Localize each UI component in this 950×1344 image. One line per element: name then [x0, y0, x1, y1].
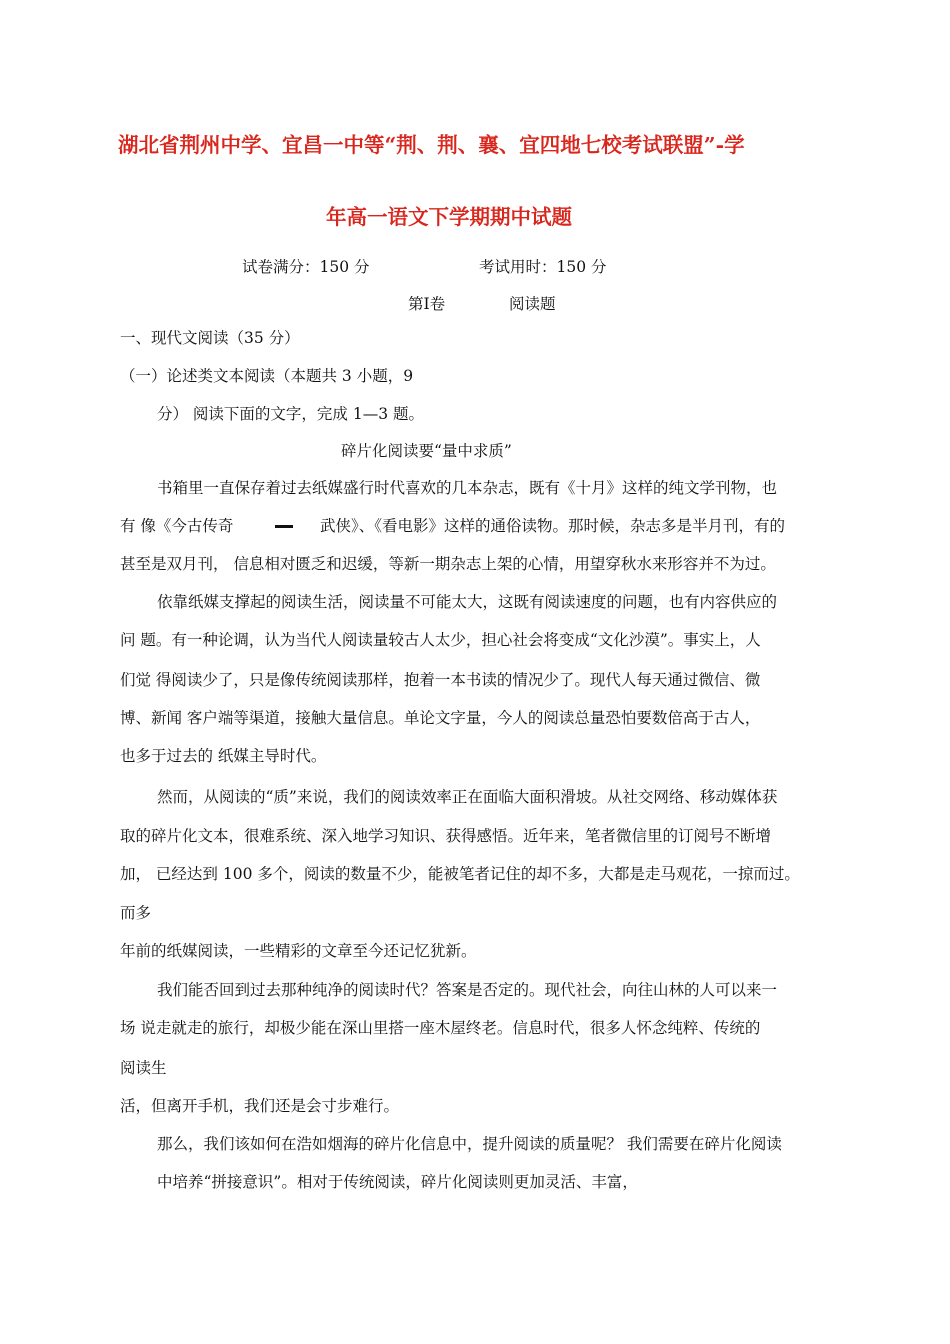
volume-label: 阅读题 [509, 295, 556, 313]
sub-heading-b: 分） 阅读下面的文字，完成 1—3 题。 [157, 405, 425, 423]
sub-heading-a: （一）论述类文本阅读（本题共 3 小题，9 [120, 367, 414, 385]
exam-duration: 考试用时：150 分 [479, 258, 607, 276]
p3-line-4: 而多 [120, 904, 152, 922]
p1-line-3: 甚至是双月刊， 信息相对匮乏和迟缓，等新一期杂志上架的心情，用望穿秋水来形容并不为过。 [120, 555, 776, 573]
p2-line-1: 依靠纸媒支撑起的阅读生活，阅读量不可能太大，这既有阅读速度的问题，也有内容供应的 [157, 593, 778, 611]
p3-line-1: 然而，从阅读的“质”来说，我们的阅读效率正在面临大面积滑坡。从社交网络、移动媒体获 [157, 788, 778, 806]
p4-line-3: 阅读生 [120, 1059, 167, 1077]
p2-line-5: 也多于过去的 纸媒主导时代。 [120, 747, 327, 765]
full-score: 试卷满分：150 分 [242, 258, 370, 276]
article-title: 碎片化阅读要“量中求质” [341, 442, 512, 460]
document-title-line-1: 湖北省荆州中学、宜昌一中等“荆、荆、襄、宜四地七校考试联盟”-学 [118, 133, 745, 157]
p2-line-4: 博、新闻 客户端等渠道，接触大量信息。单论文字量，今人的阅读总量恐怕要数倍高于古人， [120, 709, 761, 727]
p3-line-2: 取的碎片化文本，很难系统、深入地学习知识、获得感悟。近年来，笔者微信里的订阅号不断增 [120, 827, 772, 845]
p2-line-2: 问 题。有一种论调，认为当代人阅读量较古人太少，担心社会将变成“文化沙漠”。事实上，人 [120, 631, 761, 649]
p5-line-2: 中培养“拼接意识”。相对于传统阅读，碎片化阅读则更加灵活、丰富， [157, 1173, 638, 1191]
p1-line-2a: 有 像《今古传奇 [120, 517, 234, 535]
p1-line-1: 书箱里一直保存着过去纸媒盛行时代喜欢的几本杂志，既有《十月》这样的纯文学刊物，也 [157, 479, 778, 497]
p3-line-3: 加， 已经达到 100 多个，阅读的数量不少，能被笔者记住的却不多，大都是走马观花，一掠而过。 [120, 865, 800, 883]
p5-line-1: 那么，我们该如何在浩如烟海的碎片化信息中，提升阅读的质量呢？ 我们需要在碎片化阅读 [157, 1135, 782, 1153]
volume-name: 第Ⅰ卷 [408, 295, 446, 313]
p1-line-2b: 武侠》、《看电影》这样的通俗读物。那时候，杂志多是半月刊，有的 [320, 517, 786, 535]
p2-line-3: 们觉 得阅读少了，只是像传统阅读那样，抱着一本书读的情况少了。现代人每天通过微信、微 [120, 671, 761, 689]
p4-line-1: 我们能否回到过去那种纯净的阅读时代？答案是否定的。现代社会，向往山林的人可以来一 [157, 981, 778, 999]
p4-line-2: 场 说走就走的旅行，却极少能在深山里搭一座木屋终老。信息时代，很多人怀念纯粹、传统的 [120, 1019, 761, 1037]
dash-mark [275, 525, 293, 528]
section-heading: 一、现代文阅读（35 分） [120, 329, 300, 347]
p4-line-4: 活，但离开手机，我们还是会寸步难行。 [120, 1097, 400, 1115]
p3-line-5: 年前的纸媒阅读，一些精彩的文章至今还记忆犹新。 [120, 942, 477, 960]
document-title-line-2: 年高一语文下学期期中试题 [326, 205, 572, 229]
